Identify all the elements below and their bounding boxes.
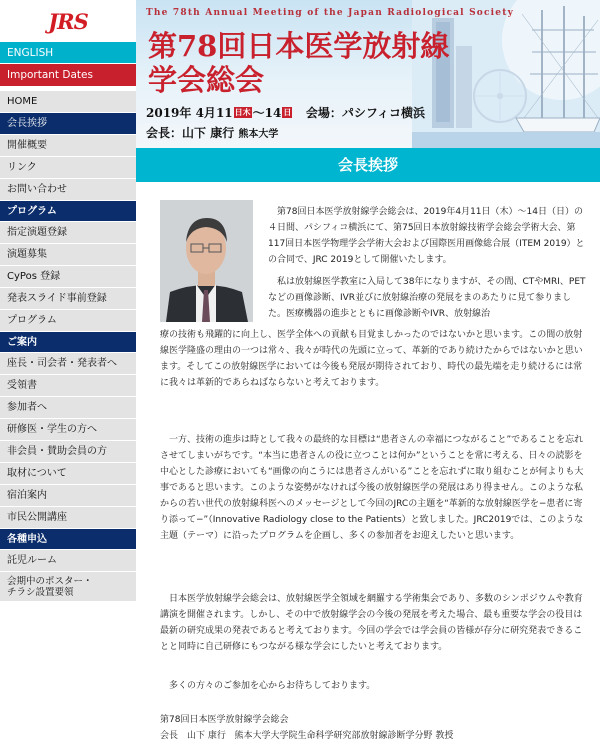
date-prefix: 2019年 4月: [146, 106, 216, 120]
nav-heading-program: プログラム: [0, 201, 136, 222]
date-day-start: 11: [215, 106, 233, 120]
signature-affiliation: 熊本大学大学院生命科学研究部放射線診断学分野 教授: [234, 731, 454, 741]
nav-hotel[interactable]: 宿泊案内: [0, 485, 136, 507]
nav-heading-applications: 各種申込: [0, 529, 136, 550]
nav-poster-line2: チラシ設置要領: [7, 587, 74, 598]
weekday-thu-badge: 日木: [234, 107, 251, 117]
nav-heading-guide: ご案内: [0, 332, 136, 353]
greeting-paragraph-2-continued: 療の技術も飛躍的に向上し、医学全体への貢献も目覚ましかったのではないかと思います。この間の放射線医学隆盛の理由の一つは常々、我々が時代の先頭に立って、革新的であり続けたからではないかと思います。そしてこの放射線医学においては今後も発展が期待されており、時代の最先端を走り続けるには常に我々は革新的であらねばならないと考えております。: [160, 330, 583, 388]
signature-president: [160, 728, 590, 741]
banner-date-venue: [146, 104, 425, 121]
nav-important-dates[interactable]: Important Dates: [0, 64, 136, 87]
venue-label: 会場：: [305, 106, 342, 120]
president-photo: [160, 200, 253, 322]
page-title: 会長挨拶: [136, 148, 600, 182]
nav-poster-line1: 会期中のポスター・: [7, 576, 93, 587]
greeting-paragraph-4: 日本医学放射線学会総会は、放射線医学全領域を網羅する学術集会であり、多数のシンポジウムや教育講演を開催されます。しかし、その中で放射線学会の今後の発展を考えた場合、最も重要な学会の役目は最新の研究成果の発表であると考えております。今回の学会では学会員の皆様が存分に研究発表できることと同時に自己研修にもつながる様な学会にしたいと考えております。: [160, 594, 583, 652]
jrs-logo[interactable]: [0, 0, 136, 42]
nav-contact[interactable]: お問い合わせ: [0, 179, 136, 201]
nav-attendees[interactable]: 参加者へ: [0, 397, 136, 419]
nav-call-for-abstracts[interactable]: 演題募集: [0, 244, 136, 266]
nav-cypos[interactable]: CyPos 登録: [0, 266, 136, 288]
date-range: 〜14: [252, 106, 282, 120]
nav-childcare[interactable]: 託児ルーム: [0, 550, 136, 572]
nav-residents-students[interactable]: 研修医・学生の方へ: [0, 419, 136, 441]
greeting-paragraph-3: 一方、技術の進歩は時として我々の最終的な目標は“患者さんの幸福につながること”であることを忘れさせてしまいがちです。“本当に患者さんの役に立つことは何か”ということを常に考える、日々の読影を中心とした診療においても“画像の向こうには患者さんがいる”ことを忘れずに取り組むことが何よりも大事であると思います。このような姿勢がなければ今後の放射線医学の発展はあり得ません。このような私からの若い世代の放射線科医へのメッセージとして今回のJRCの主題を“革新的な放射線医学を−患者に寄り添って−”（Innovative Radiology close to the Patients）と致しました。JRC2019では、このような主題（テーマ）に沿ったプログラムを企画し、多くの参加者をお迎えしたいと思います。: [160, 435, 584, 541]
greeting-paragraph-5: 多くの方々のご参加を心からお待ちしております。: [169, 681, 376, 691]
weekday-sun-badge: 日: [283, 107, 292, 117]
signature-name: 会長 山下 康行: [160, 731, 226, 741]
nav-public-lecture[interactable]: 市民公開講座: [0, 507, 136, 529]
nav-chairs-presenters[interactable]: 座長・司会者・発表者へ: [0, 353, 136, 375]
nav-program[interactable]: プログラム: [0, 310, 136, 332]
portrait-illustration: [160, 200, 253, 322]
president-label: 会長：: [146, 126, 183, 140]
yokohama-skyline-illustration: [412, 0, 600, 148]
nav-english[interactable]: ENGLISH: [0, 42, 136, 64]
sidebar: [0, 0, 136, 702]
banner-title-line1: 第78回日本医学放射線: [148, 29, 450, 63]
nav-home[interactable]: HOME: [0, 91, 136, 113]
nav-receipt[interactable]: 受領書: [0, 375, 136, 397]
signature-meeting-name: 第78回日本医学放射線学会総会: [160, 715, 289, 725]
nav-poster-flyer[interactable]: [0, 572, 136, 602]
banner-president: [146, 124, 278, 141]
venue-name: パシフィコ横浜: [341, 106, 425, 120]
nav-slide-registration[interactable]: 発表スライド事前登録: [0, 288, 136, 310]
header-banner: [136, 0, 600, 148]
nav-nonmembers[interactable]: 非会員・賛助会員の方: [0, 441, 136, 463]
president-name: 山下 康行: [182, 126, 235, 140]
nav-designated-abstracts[interactable]: 指定演題登録: [0, 222, 136, 244]
banner-english-title: The 78th Annual Meeting of the Japan Radiological Society: [146, 8, 515, 18]
nav-greeting[interactable]: 会長挨拶: [0, 113, 136, 135]
greeting-paragraph-1: 第78回日本医学放射線学会総会は、2019年4月11日（木）〜14日（日）の４日間、パシフィコ横浜にて、第75回日本放射線技術学会総会学術大会、第117回日本医学物理学会学術大会および国際医用画像総合展（ITEM 2019）との合同で、JRC 2019として開催いたします。: [268, 207, 585, 265]
nav-links[interactable]: リンク: [0, 157, 136, 179]
nav-overview[interactable]: 開催概要: [0, 135, 136, 157]
nav-press[interactable]: 取材について: [0, 463, 136, 485]
logo-text: JRS: [48, 8, 88, 34]
banner-title-line2: 学会総会: [148, 63, 265, 97]
president-affiliation: 熊本大学: [238, 129, 279, 140]
greeting-paragraph-2: 私は放射線医学教室に入局して38年になりますが、その間、CTやMRI、PETなどの画像診断、IVR並びに放射線治療の発展をまのあたりに見て参りました。医療機器の進歩とともに画像診断やIVR、放射線治: [268, 277, 586, 319]
